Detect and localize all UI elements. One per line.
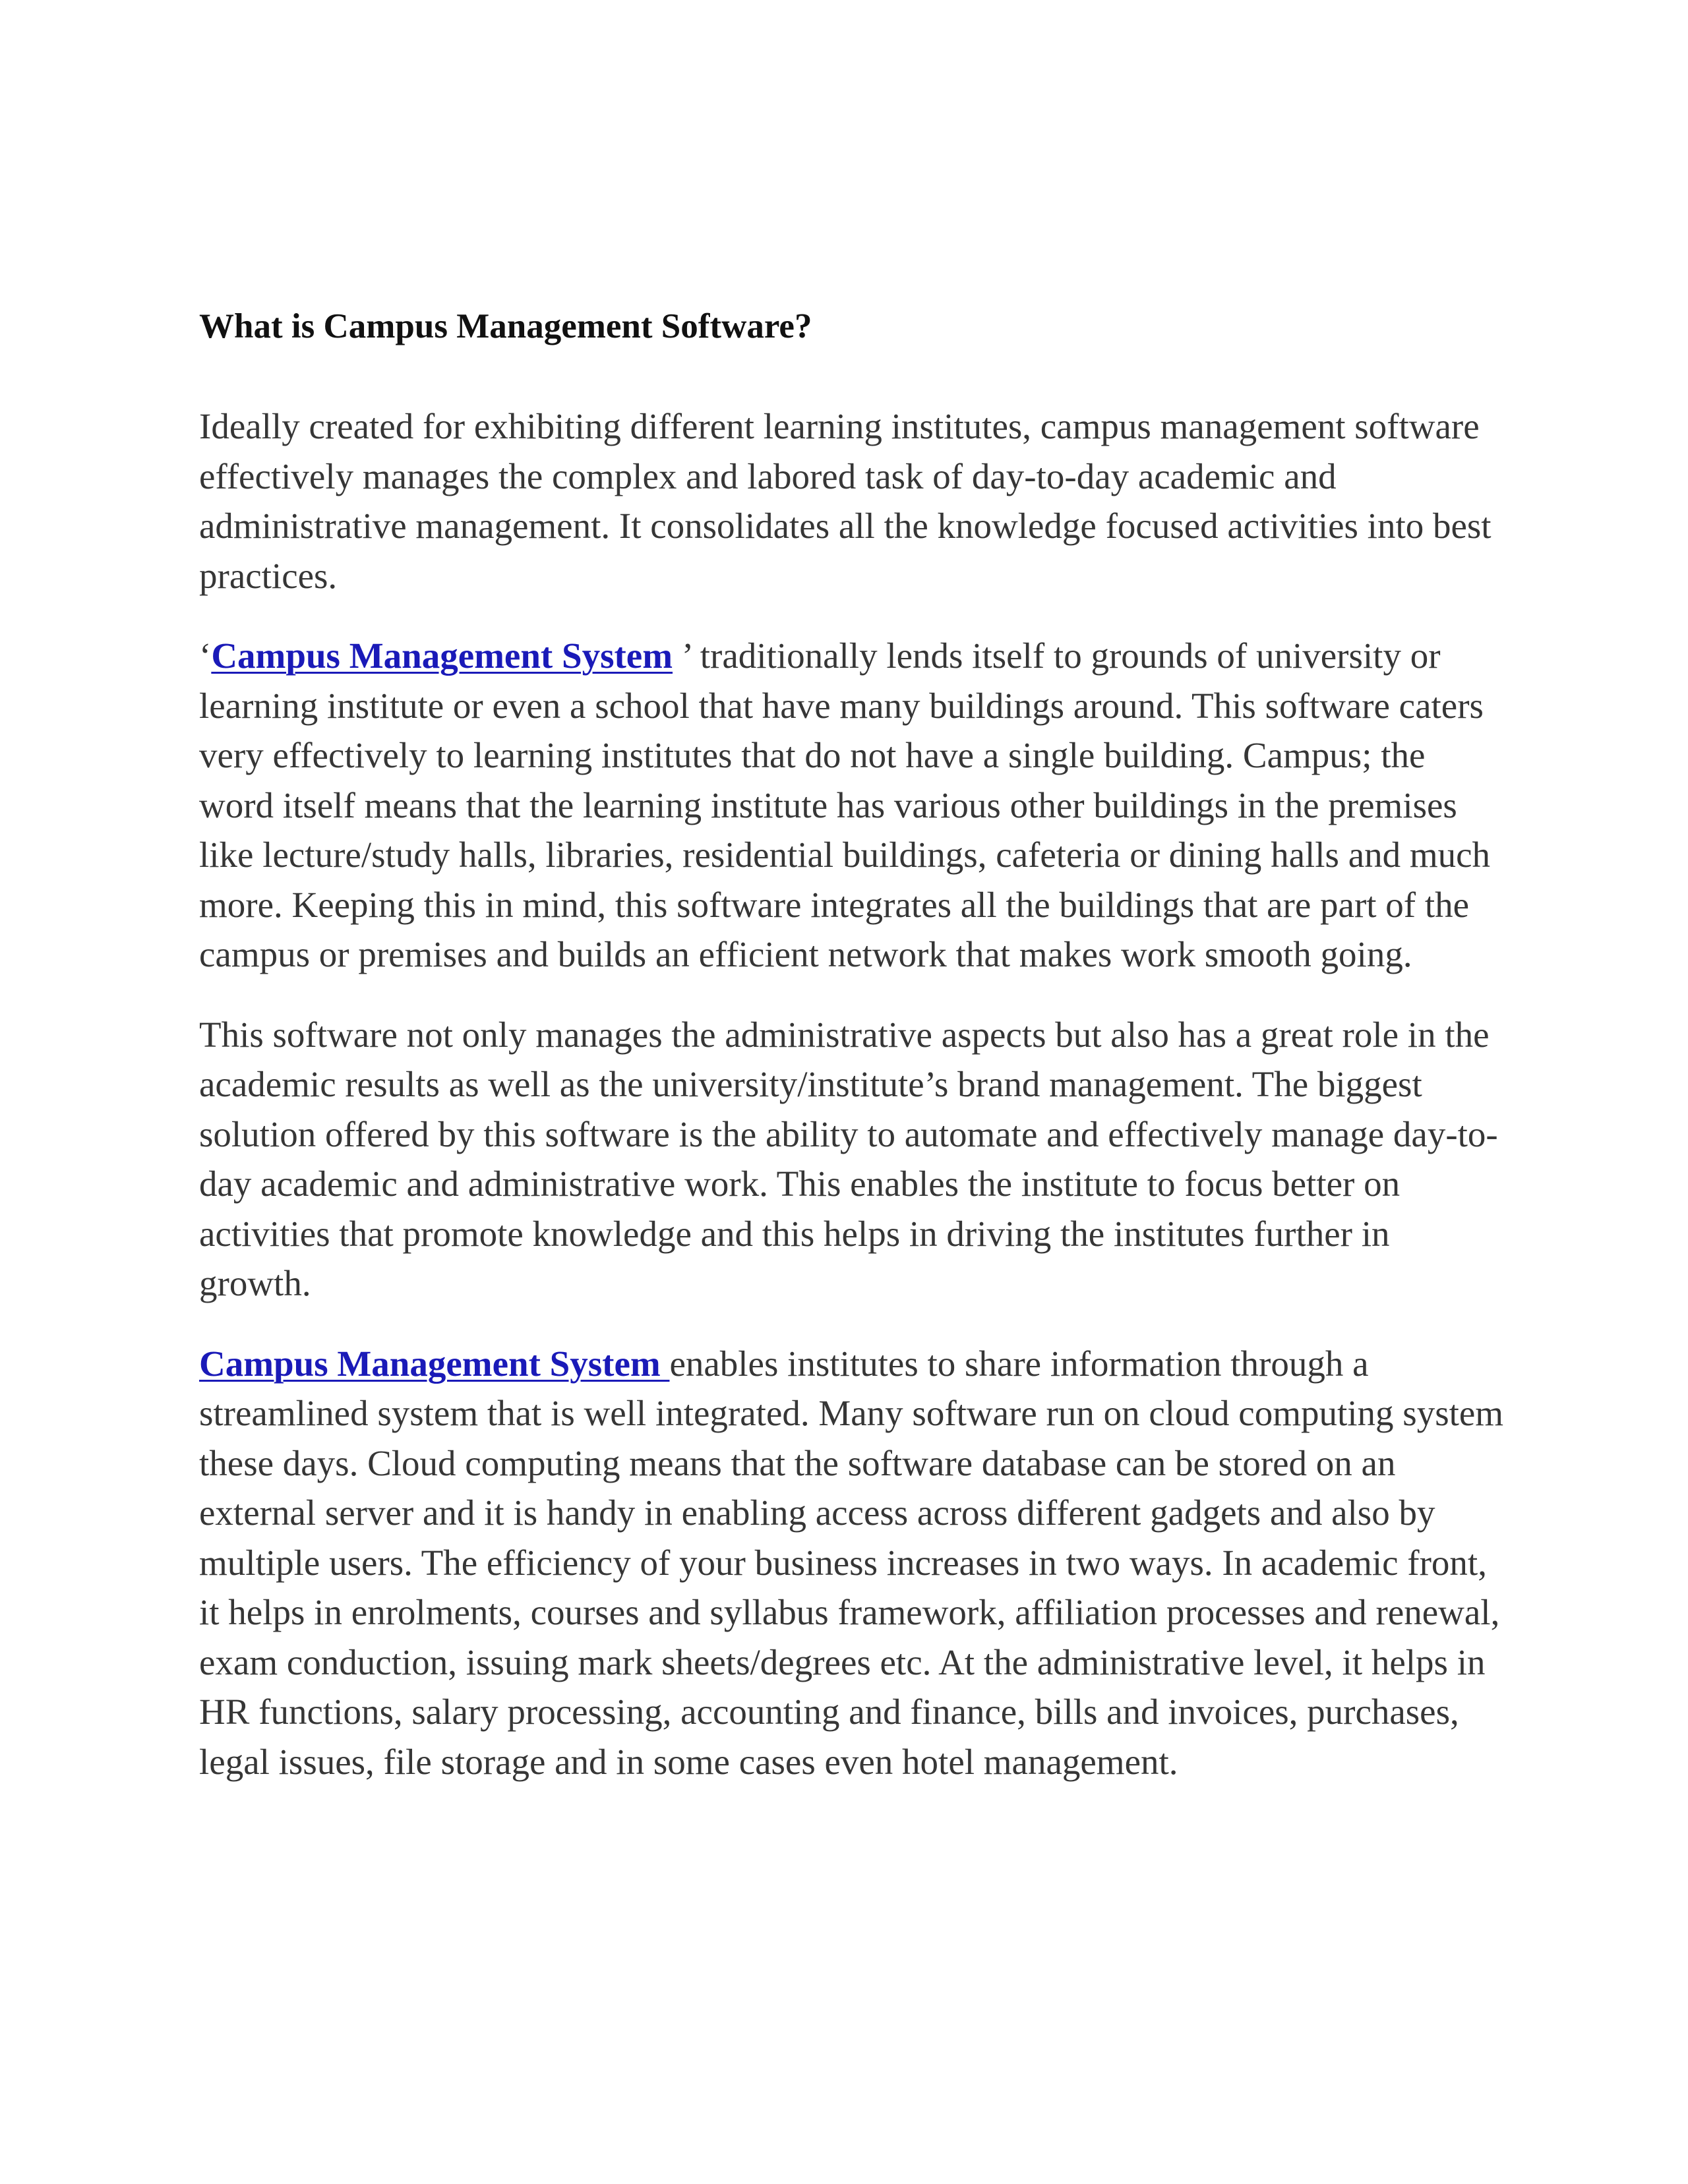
paragraph-text: ’ traditionally lends itself to grounds of university or learning institute or even a school that have many buildings around. This software caters very effectively to learning institutes that do not have a single building. Campus; the word itself means that the learning institute has various other buildings in the premises like lecture/study halls, libraries, residential buildings, cafeteria or dining halls and much more. Keeping this in mind, this software integrates all the buildings that are part of the campus or premises and builds an efficient network that makes work smooth going. [199,635,1491,974]
document-title: What is Campus Management Software? [199,307,812,345]
open-quote: ‘ [199,635,212,676]
intro-paragraph: Ideally created for exhibiting different learning institutes, campus management software effectively manages the complex and labored task of day-to-day academic and administrative management. It consolidates all the knowledge focused activities into best practices. [199,406,1492,596]
campus-management-system-link[interactable]: Campus Management System [211,635,673,676]
campus-management-system-link-2[interactable]: Campus Management System [199,1343,670,1384]
paragraph-text: enables institutes to share information through a streamlined system that is well integrated. Many software run on cloud computing system these days. Cloud computing means that the software database can be stored on an external server and it is handy in enabling access across different gadgets and also by multiple users. The efficiency of your business increases in two ways. In academic front, it helps in enrolments, courses and syllabus framework, affiliation processes and renewal, exam conduction, issuing mark sheets/degrees etc. At the administrative level, it helps in HR functions, salary processing, accounting and finance, bills and invoices, purchases, legal issues, file storage and in some cases even hotel management. [199,1343,1504,1782]
paragraph-integration [199,1339,1505,1787]
paragraph-campus-buildings [199,631,1505,980]
paragraph-benefits: This software not only manages the administrative aspects but also has a great role in the academic results as well as the university/institute’s brand management. The biggest solution offered by this software is the ability to automate and effectively manage day-to-day academic and administrative work. This enables the institute to focus better on activities that promote knowledge and this helps in driving the institutes further in growth. [199,1014,1498,1303]
document-content [199,300,1505,1817]
